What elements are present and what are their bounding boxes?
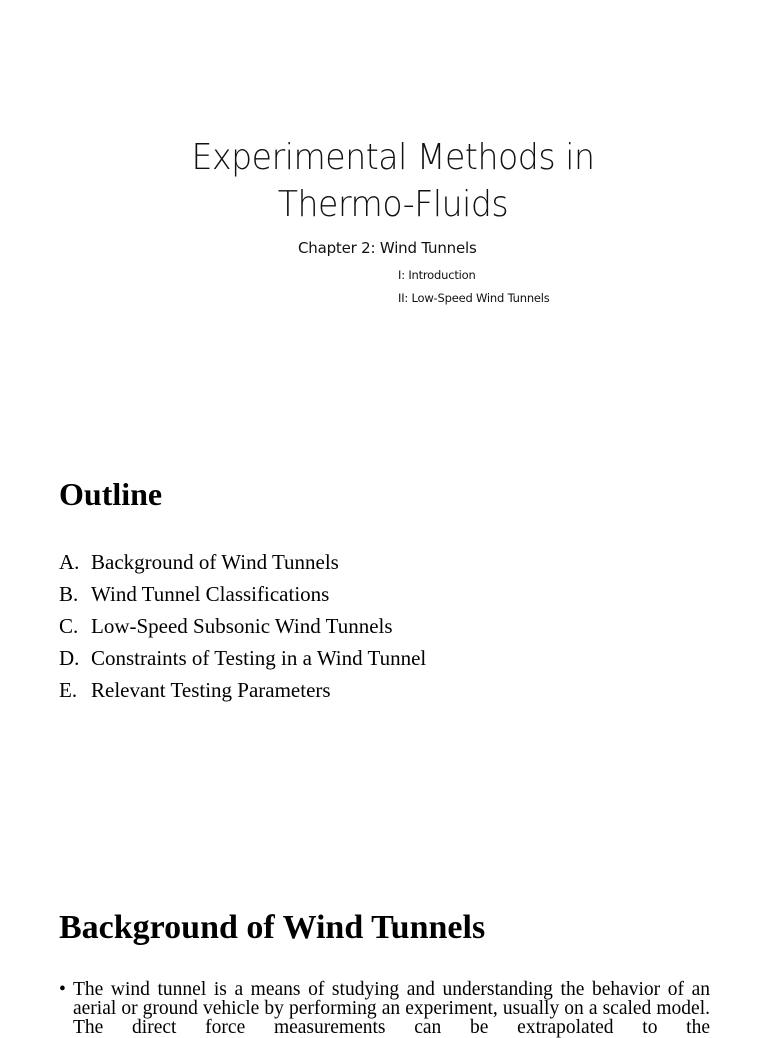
outline-item-text: Relevant Testing Parameters bbox=[91, 678, 331, 702]
outline-heading: Outline bbox=[59, 476, 163, 512]
title-line-1: Experimental Methods in bbox=[191, 137, 595, 178]
outline-item bbox=[59, 610, 426, 642]
outline-item-text: Wind Tunnel Classifications bbox=[91, 582, 330, 606]
outline-item-text: Background of Wind Tunnels bbox=[91, 550, 339, 574]
background-bullet bbox=[59, 980, 710, 1037]
bullet-text: The wind tunnel is a means of studying and understanding the behavior of an aerial or ground vehicle by performing an experiment, usually on a scaled model. The direct force measurements can be extrapolated to the bbox=[73, 979, 710, 1038]
outline-item-text: Constraints of Testing in a Wind Tunnel bbox=[91, 646, 427, 670]
outline-item-letter: E. bbox=[59, 678, 78, 702]
outline-item-letter: A. bbox=[59, 550, 80, 574]
bullet-icon: • bbox=[59, 979, 66, 1000]
background-heading: Background of Wind Tunnels bbox=[59, 909, 486, 946]
presentation-title bbox=[31, 134, 754, 228]
outline-item bbox=[59, 578, 426, 610]
outline-item-letter: B. bbox=[59, 582, 79, 606]
title-line-2: Thermo-Fluids bbox=[277, 184, 509, 225]
outline-item-letter: C. bbox=[59, 614, 79, 638]
outline-item bbox=[59, 546, 426, 578]
section-item-introduction: I: Introduction bbox=[398, 268, 476, 282]
outline-item-text: Low-Speed Subsonic Wind Tunnels bbox=[91, 614, 393, 638]
outline-item bbox=[59, 642, 426, 674]
outline-item bbox=[59, 674, 426, 706]
outline-item-letter: D. bbox=[59, 646, 80, 670]
chapter-subtitle: Chapter 2: Wind Tunnels bbox=[298, 239, 477, 257]
section-item-low-speed: II: Low-Speed Wind Tunnels bbox=[398, 291, 550, 305]
outline-list bbox=[59, 546, 426, 706]
